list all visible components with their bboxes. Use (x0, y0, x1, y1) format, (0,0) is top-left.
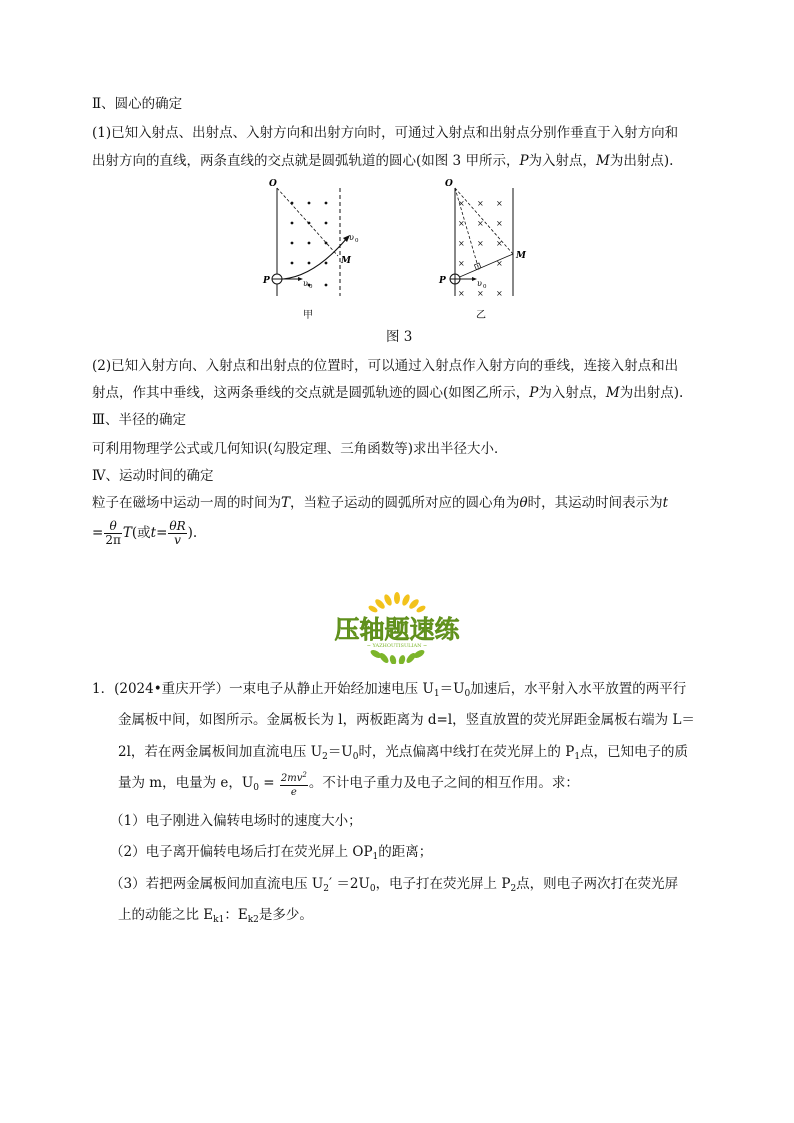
problem-number: 1． (92, 681, 115, 697)
paragraph-4-line-2 (92, 516, 197, 550)
q3l2s2: k2 (247, 915, 259, 925)
q2a: （2）电子离开偏转电场后打在荧光屏上 OP (110, 844, 373, 860)
problem-1-line-4 (118, 766, 579, 805)
p1-M: M (596, 153, 610, 169)
problem-1-line-1 (92, 680, 686, 703)
p-l4a: 量为 m，电量为 e，U (118, 775, 254, 791)
question-3-line-2 (118, 906, 313, 929)
p-l3s3: 1 (574, 752, 581, 762)
svg-text:×: × (496, 259, 503, 268)
label-v0-left: υ (303, 279, 308, 288)
label-P-right: P (439, 276, 446, 286)
p4-c: 时，其运动时间表示为 (527, 495, 663, 511)
heading-circle-center: Ⅱ、圆心的确定 (92, 96, 183, 112)
q3s2: 0 (369, 884, 376, 894)
question-1: （1）电子刚进入偏转电场时的速度大小； (110, 813, 362, 829)
q3c: ，电子打在荧光屏上 P (375, 876, 511, 892)
figure-caption: 图 3 (386, 329, 413, 345)
svg-text:×: × (477, 199, 484, 208)
p2-text: 射点，作其中垂线，这两条垂线的交点就是圆弧轨迹的圆心(如图乙所示， (92, 385, 530, 401)
p4-t: t (662, 495, 669, 511)
p-l1s2: 0 (464, 689, 471, 699)
q2s: 1 (372, 852, 379, 862)
p1-end: 为出射点). (609, 153, 674, 169)
frac-num-text: 2mv (280, 772, 303, 784)
figure-3 (255, 176, 545, 326)
question-2 (110, 843, 432, 866)
q3d: 点，则电子两次打在荧光屏 (516, 876, 679, 892)
wheat-top-icon (367, 592, 426, 614)
label-v0-right: υ (477, 279, 482, 288)
p-l3c: 时，光点偏离中线打在荧光屏上的 P (358, 744, 575, 760)
frac-den: e (290, 786, 297, 798)
p-l4c: 。不计电子重力及电子之间的相互作用。求： (308, 775, 579, 791)
svg-text:×: × (496, 289, 503, 298)
p4-T: T (281, 495, 291, 511)
p4-eq: = (92, 525, 104, 541)
q3l2b: ：E (224, 907, 248, 923)
p2-M: M (605, 385, 620, 401)
p-l1b: ＝U (439, 681, 465, 697)
q3l2c: 是多少。 (258, 907, 313, 923)
heading-time: Ⅳ、运动时间的确定 (92, 468, 214, 484)
q3b: ′ ＝2U (329, 876, 370, 892)
frac1-den: 2π (105, 533, 121, 547)
q3a: （3）若把两金属板间加直流电压 U (110, 876, 324, 892)
frac-num-sup: 2 (302, 770, 307, 779)
p4-T2: T (122, 525, 132, 541)
label-jia: 甲 (303, 310, 313, 321)
figure-left-jia (262, 179, 359, 321)
label-M-right: M (516, 251, 526, 261)
paragraph-2-line-2 (92, 384, 683, 402)
svg-text:×: × (477, 289, 484, 298)
banner-logo (330, 588, 465, 664)
q3l2a: 上的动能之比 E (118, 907, 214, 923)
label-v0-arc: υ (349, 233, 354, 242)
label-yi: 乙 (476, 310, 486, 321)
p1-text: 出射方向的直线，两条直线的交点就是圆弧轨道的圆心(如图 3 甲所示， (92, 153, 520, 169)
banner-pinyin: ~ YAZHOUTISULIAN ~ (366, 643, 428, 649)
p-l4b: = (259, 775, 279, 791)
p4-close: ). (187, 525, 198, 541)
fraction-2mv2-e (280, 769, 308, 799)
figure-right-yi (438, 179, 527, 321)
frac-num (280, 769, 308, 786)
svg-text:×: × (496, 219, 503, 228)
svg-text:×: × (477, 239, 484, 248)
q3s1: 2 (323, 884, 329, 894)
p-l4s1: 0 (253, 783, 259, 793)
q2b: 的距离； (378, 844, 433, 860)
problem-1-line-2: 金属板中间，如图所示。金属板长为 l，两板距离为 d=l，竖直放置的荧光屏距金属板右端为 L＝ (118, 712, 695, 728)
label-M-left: M (341, 256, 351, 266)
label-v0-right-sub: 0 (483, 284, 487, 290)
p-l1a: (2024•重庆开学）一束电子从静止开始经加速电压 U (114, 681, 434, 697)
svg-text:×: × (458, 289, 465, 298)
paragraph-4-line-1 (92, 494, 668, 512)
label-P-left: P (263, 276, 270, 286)
banner-title: 压轴题速练 (334, 615, 460, 644)
p-l3s1: 2 (322, 752, 328, 762)
p2-end: 为出射点). (619, 385, 684, 401)
label-O-left: O (269, 179, 277, 189)
p-l3b: ＝U (327, 744, 353, 760)
frac2-num: θR (169, 519, 186, 533)
p2-P: P (529, 385, 539, 401)
svg-text:×: × (477, 219, 484, 228)
p4-t2: t (150, 525, 157, 541)
p1-mid: 为入射点， (528, 153, 597, 169)
paragraph-2-line-1: (2)已知入射方向、入射点和出射点的位置时，可以通过入射点作入射方向的垂线，连接入射点和出 (92, 358, 679, 374)
paragraph-3: 可利用物理学公式或几何知识(勾股定理、三角函数等)求出半径大小． (92, 441, 508, 457)
paragraph-1-line-1: (1)已知入射点、出射点、入射方向和出射方向时，可通过入射点和出射点分别作垂直于入射方向和 (92, 125, 679, 141)
p1-P: P (519, 153, 529, 169)
fraction-thetaR-v (168, 520, 186, 547)
p2-mid: 为入射点， (538, 385, 606, 401)
q3s3: 2 (510, 884, 517, 894)
label-v0-left-sub: 0 (309, 284, 313, 290)
label-O-right: O (445, 179, 453, 189)
frac1-num: θ (104, 520, 122, 534)
fraction-theta-2pi (104, 520, 122, 547)
p-l1s1: 1 (433, 689, 440, 699)
svg-text:×: × (496, 239, 503, 248)
p4-a: 粒子在磁场中运动一周的时间为 (92, 495, 281, 511)
svg-text:×: × (458, 219, 465, 228)
p4-or: (或 (131, 525, 151, 541)
heading-radius: Ⅲ、半径的确定 (92, 412, 187, 428)
p4-theta: θ (519, 495, 528, 511)
problem-1-line-3 (118, 743, 688, 766)
svg-text:×: × (458, 199, 465, 208)
q3l2s1: k1 (213, 915, 225, 925)
p-l3a: 2l，若在两金属板间加直流电压 U (118, 744, 323, 760)
frac2-den: v (174, 533, 181, 547)
svg-text:×: × (458, 259, 465, 268)
svg-text:×: × (458, 239, 465, 248)
paragraph-1-line-2 (92, 152, 673, 170)
p-l3s2: 0 (352, 752, 359, 762)
p-l1c: 加速后，水平射入水平放置的两平行 (470, 681, 687, 697)
label-v0-arc-sub: 0 (355, 238, 359, 244)
p-l3d: 点，已知电子的质 (580, 744, 689, 760)
question-3-line-1 (110, 875, 678, 898)
p4-b: ，当粒子运动的圆弧所对应的圆心角为 (290, 495, 520, 511)
p4-eq2: = (156, 525, 168, 541)
leaves-bottom-icon (369, 648, 425, 664)
svg-text:×: × (496, 199, 503, 208)
